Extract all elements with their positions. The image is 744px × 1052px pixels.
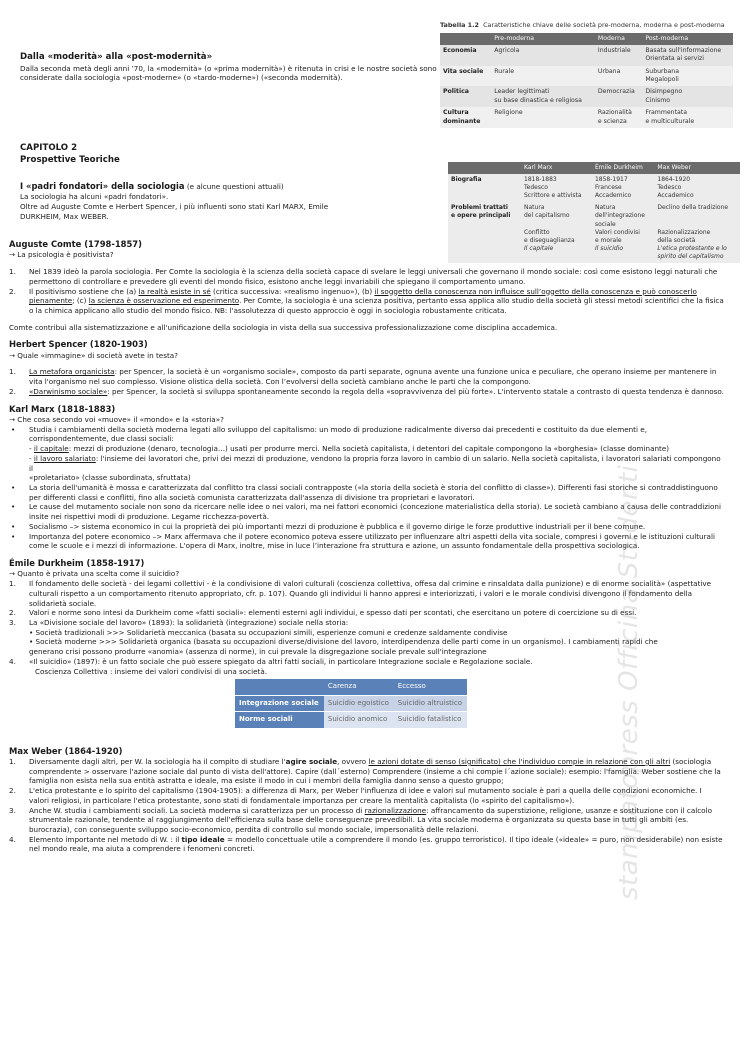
- chapter-subtitle: Prospettive Teoriche: [20, 154, 120, 165]
- durkheim-item-2: 2. Valori e norme sono intesi da Durkheim come «fatti sociali»: elementi esterni agli individui, e spesso dati per scontati, che esercitano un potere di coercizione su di essi.: [9, 608, 637, 618]
- table-cell: Suicidio altruistico: [394, 695, 467, 711]
- durkheim-question: → Quanto è privata una scelta come il suicidio?: [9, 569, 180, 579]
- table-cell: Suicidio fatalistico: [394, 712, 467, 728]
- intro-section: [20, 52, 440, 83]
- table-header-cell: Carenza: [324, 679, 394, 695]
- marx-bullet-4: • Socialismo –> sistema economico in cui la proprietà dei più importanti mezzi di produzione è pubblica e il governo dirige le forze produttive industriali per il bene comune.: [11, 521, 646, 531]
- spencer-item-2: 2. «Darwinismo sociale»: per Spencer, la società si sviluppa spontaneamente secondo la regola della «sopravvivenza del più forte». L'intervento statale a contrasto di questa tendenza è dannoso.: [9, 386, 724, 396]
- row-header-cell: Biografia: [448, 174, 521, 202]
- table-row: [440, 45, 733, 66]
- spencer-title: Herbert Spencer (1820-1903): [9, 339, 148, 350]
- comte-item-2: 2. Il positivismo sostiene che (a) la realtà esiste in sé (critica successiva: «realismo ingenuo»), (b) il soggetto della conoscenza non influisce sull’oggetto della conoscenza e può conoscerlo pienamente; (c) la scienza è osservazione ed esperimento. Per Comte, la sociologia è una scienza positiva, pertanto essa applica allo studio della società gli stessi metodi scientifici che la fisica o la chimica applicano allo studio del mondo fisico. NB: l'assolutezza di questo approccio è oggi in sociologia robustamente criticata.: [9, 286, 724, 315]
- table-cell: Leader legittimati su base dinastica e religiosa: [491, 86, 595, 107]
- chapter-title: CAPITOLO 2: [20, 143, 78, 153]
- comte-item-1: 1. Nel 1839 ideò la parola sociologia. Per Comte la sociologia è la scienza della società capace di svelare le leggi universali che governano il mondo sociale: così come esistono leggi naturali che permettono di controllare e prevedere gli eventi del mondo fisico, esistono anche leggi invariabili che spiegano il comportamento umano.: [9, 267, 718, 286]
- chapter-heading: [20, 143, 120, 166]
- tabella-1-2: [440, 21, 733, 128]
- founders-line2: Oltre ad Auguste Comte e Herbert Spencer, i più influenti sono stati Karl MARX, Emile DURKHEIM, Max WEBER.: [20, 202, 329, 221]
- table-row: [235, 695, 467, 711]
- table-header-cell: [440, 33, 491, 45]
- table-caption: Tabella 1.2 Caratteristiche chiave delle società pre-moderna, moderna e post-moderna: [440, 21, 725, 29]
- durkheim-item-1: 1. Il fondamento delle società - dei legami collettivi - è la condivisione di valori culturali (coscienza collettiva, offesa dal crimine e rinsaldata dalla punizione) e di enorme socialità» (aspettative culturali rispetto a un comportamento ritenuto appropriato, cfr. p. 107). Quando gli individui li hanno appresi e interiorizzati, i valori e le morale condivisi divengono il fondamento della solidarietà sociale.: [9, 579, 712, 608]
- table-cell: Agricola: [491, 45, 595, 66]
- row-header-cell: Integrazione sociale: [235, 695, 324, 711]
- weber-item-1: 1. Diversamente dagli altri, per W. la sociologia ha il compito di studiare l'agire sociale, ovvero le azioni dotate di senso (significato) che l'individuo compie in relazione con gli altri (sociologia comprendente > osservare l'azione sociale dal punto di vista dell'attore). Capire (dall´esterno) Comprendere (insieme a chi compie l´azione sociale): esempio: l'famiglia. Weber sostiene che la famiglia non esista nella sua entità astratta e ideale, ma esiste il modo in cui i membri della famiglia danno senso a questo gruppo;: [9, 756, 721, 786]
- row-header-cell: Economia: [440, 45, 491, 66]
- table-header-cell: Émile Durkheim: [592, 162, 654, 174]
- durkheim-item-3: 3. La «Divisione sociale del lavoro» (1893): la solidarietà (integrazione) sociale nella storia:: [9, 617, 349, 627]
- table-header-cell: Max Weber: [654, 162, 740, 174]
- marx-bullet-1: • Studia i cambiamenti della società moderna legati allo sviluppo del capitalismo: un modo di produzione radicalmente diverso dai precedenti e costituito da due elementi e, corrispondentemente, due classi sociali:: [11, 424, 647, 444]
- table-cell: Natura dell'integrazione sociale Valori condivisi e morale Il suicidio: [592, 202, 654, 263]
- table-cell: Democrazia: [595, 86, 642, 107]
- table-cell: Religione: [491, 107, 595, 128]
- table-cell: Frammentata e multiculturale: [642, 107, 733, 128]
- table-cell: Suicidio anomico: [324, 712, 394, 728]
- durkheim-item-3-bullet-2: • Società moderne >>> Solidarietà organica (basata su occupazioni diverse/divisione del lavoro, interdipendenza delle parti come in un organismo). I cambiamenti rapidi che: [29, 637, 658, 647]
- durkheim-title: Émile Durkheim (1858-1917): [9, 558, 145, 568]
- table-row: [440, 86, 733, 107]
- durkheim-item-4: 4. «Il suicidio» (1897): è un fatto sociale che può essere spiegato da altri fatti sociali, in particolare Integrazione sociale e Regolazione sociale.: [9, 656, 533, 666]
- table-cell: Basata sull'informazione Orientata ai servizi: [642, 45, 733, 66]
- table-cell: 1858-1917 Francese Accademico: [592, 174, 654, 202]
- table-cell: Razionalità e scienza: [595, 107, 642, 128]
- table-cell: 1818-1883 Tedesco Scrittore e attivista: [521, 174, 592, 202]
- table-row: [235, 712, 467, 728]
- table-cell: Declino della tradizione Razionalizzazione della società L'etica protestante e lo spirito del capitalismo: [654, 202, 740, 263]
- comte-question: → La psicologia è positivista?: [9, 250, 114, 260]
- weber-title: Max Weber (1864-1920): [9, 745, 123, 756]
- watermark: stampatopress Officina Studenti: [614, 464, 644, 900]
- comte-closing: Comte contribuì alla sistematizzazione e all'unificazione della sociologia in vista della sua successiva professionalizzazione come disciplina accademica.: [9, 322, 558, 332]
- suicide-table: [235, 679, 467, 727]
- table-header-cell: [235, 679, 324, 695]
- weber-item-4: 4. Elemento importante nel metodo di W. : il tipo ideale = modello concettuale utile a comprendere il mondo (es. gruppo terroristico). Il tipo ideale («ideale» = puro, non desiderabile) non esiste nel mondo reale, ma aiuta a comprendere i fenomeni concreti.: [9, 834, 723, 854]
- suicide-table-wrap: [235, 679, 724, 727]
- row-header-cell: Politica: [440, 86, 491, 107]
- durkheim-item-3-bullet-1: • Società tradizionali >>> Solidarietà meccanica (basata su occupazioni simili, esperienze comuni e credenze saldamente condivise: [29, 627, 508, 637]
- marx-lavoro: - il lavoro salariato: l'insieme dei lavoratori che, privi dei mezzi di produzione, vendono la propria forza lavoro in cambio di un salario. Nella società capitalista, i lavoratori salariati compongono il: [29, 453, 721, 473]
- table-header-cell: Pre-moderna: [491, 33, 595, 45]
- table-header-cell: [448, 162, 521, 174]
- table-cell: Disimpegno Cinismo: [642, 86, 733, 107]
- row-header-cell: Vita sociale: [440, 66, 491, 87]
- table-row: [440, 107, 733, 128]
- table-header-cell: Karl Marx: [521, 162, 592, 174]
- comte-title: Auguste Comte (1798-1857): [9, 239, 142, 249]
- table-cell: 1864-1920 Tedesco Accademico: [654, 174, 740, 202]
- founders-line1: La sociologia ha alcuni «padri fondatori».: [20, 192, 169, 202]
- marx-question: → Che cosa secondo voi «muove» il «mondo» e la «storia»?: [9, 414, 224, 424]
- spencer-question: → Quale «immagine» di società avete in testa?: [9, 350, 178, 360]
- table-cell: Rurale: [491, 66, 595, 87]
- founders-title: I «padri fondatori» della sociologia (e alcune questioni attuali): [20, 181, 284, 191]
- table-cell: Urbana: [595, 66, 642, 87]
- row-header-cell: Cultura dominante: [440, 107, 491, 128]
- marx-bullet-5: • Importanza del potere economico –> Marx affermava che il potere economico poteva essere utilizzato per influenzare altri aspetti della vita sociale, compresi i governi e le istituzioni culturali come le scuole e i mezzi di informazione. L'opera di Marx, inoltre, mise in luce l’interazione fra struttura e azione, un assunto fondamentale della prospettiva sociologica.: [11, 531, 715, 551]
- spencer-item-1: 1. La metafora organicista: per Spencer, la società è un «organismo sociale», composto da parti separate, ognuna avente una funzione unica e peculiare, che operano insieme per mantenere in vita l'organismo nel suo complesso. Visione olistica della società. Con l’evolversi della società cambiano anche le parti che la compongono.: [9, 367, 717, 387]
- marx-title: Karl Marx (1818-1883): [9, 403, 116, 414]
- table-cell: Industriale: [595, 45, 642, 66]
- weber-item-3: 3. Anche W. studia i cambiamenti sociali. La società moderna si caratterizza per un processo di razionalizzazione: affrancamento da superstizione, religione, usanze e sostituzione con il calcolo strumentale razionale, tendente al raggiungimento dell'efficienza sulla base delle conseguenze prevedibili. La vita sociale moderna è organizzata su questa base in tutti gli ambiti (es. burocrazia), con conseguente sviluppo socio-economico, perdita di controllo sul mondo sociale, impersonalità delle relazioni.: [9, 805, 712, 834]
- table-header-cell: Post-moderna: [642, 33, 733, 45]
- marx-lavoro-cont: «proletariato» (classe subordinata, sfruttata): [29, 473, 191, 483]
- marx-bullet-2: • La storia dell'umanità è mossa e caratterizzata dal conflitto tra classi sociali contrapposte («la storia della società è storia del conflitto di classe»). Differenti fasi storiche si contraddistinguono per differenti classi e conflitti, fino alla società comunista caratterizzata dall'assenza di divisione tra proprietari e lavoratori.: [11, 482, 718, 502]
- row-header-cell: Problemi trattati e opere principali: [448, 202, 521, 263]
- row-header-cell: Norme sociali: [235, 712, 324, 728]
- weber-item-2: 2. L'etica protestante e lo spirito del capitalismo (1904-1905): a differenza di Marx, per Weber l'influenza di idee e valori sul mutamento sociale è pari a quella delle condizioni economiche. I valori religiosi, in particolare l'etica protestante, sono stati di fondamentale importanza per creare la mentalità capitalista (lo «spirito del capitalismo»).: [9, 786, 702, 805]
- intro-title: Dalla «moderità» alla «post-modernità»: [20, 52, 213, 62]
- marx-bullet-3: • Le cause del mutamento sociale non sono da ricercare nelle idee o nei valori, ma nei fattori economici (concezione materialistica della storia). Le società cambiano a causa delle contraddizioni insite nei rispettivi modi di produzione. Legame ricchezza-povertà.: [11, 502, 721, 522]
- intro-body: Dalla seconda metà degli anni ’70, la «modernità» (o «prima modernità») è ritenuta in crisi e le nostre società sono considerate dalla sociologia «post-moderne» (o «tardo-moderne») («seconda modernità).: [20, 63, 437, 83]
- founders-intro: [20, 181, 440, 222]
- durkheim-item-4-cont: Coscienza Collettiva : insieme dei valori condivisi di una società.: [35, 666, 268, 676]
- table-cell: Suburbana Megalopoli: [642, 66, 733, 87]
- table-cell: Suicidio egoistico: [324, 695, 394, 711]
- table-row: [440, 66, 733, 87]
- table-header-cell: Moderna: [595, 33, 642, 45]
- durkheim-item-3-cont: generano crisi possono produrre «anomia» (assenza di norme), in cui prevale la disgregazione sociale prevale sull'integrazione: [29, 647, 487, 657]
- table-header-cell: Eccesso: [394, 679, 467, 695]
- table-row: [448, 174, 740, 202]
- society-characteristics-table: [440, 33, 733, 128]
- table-cell: Natura del capitalismo Conflitto e diseguaglianza Il capitale: [521, 202, 592, 263]
- marx-capitale: - il capitale: mezzi di produzione (denaro, tecnologia…) usati per produrre merci. Nella società capitalista, i detentori del capitale compongono la «borghesia» (classe dominante): [29, 444, 670, 454]
